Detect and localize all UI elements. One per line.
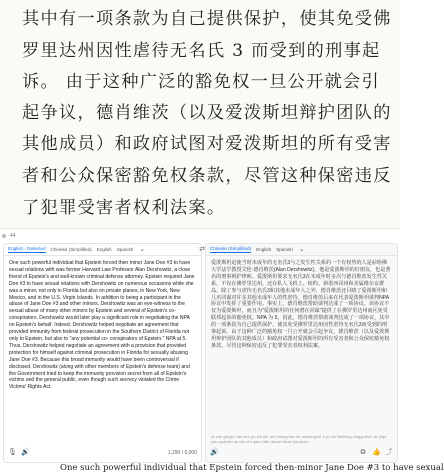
source-text-input[interactable]: One such powerful individual that Epstein forced then minor Jane Doe #3 to have sexual relations with was former Harvard Law Professor Alan Dershowitz, a close friend of Epstein's and well-known criminal defense attorney. Epstein required Jane Doe #3 to have sexual relations with Dershowitz on numerous occasions while she was a minor, not only in Florida but also on private planes, in New York, New Mexico, and in the U.S. Virgin Islands. In addition to being a participant in the abuse of Jane Doe #3 and other minors, Dershowitz was an eye-witness to the sexual abuse of many other minors by Epstein and several of Epstein's co-conspirators. Dershowitz would later play a significant role in negotiating the NPA on Epstein's behalf. Indeed, Dershowitz helped negotiate an agreement that provided immunity from federal prosecution in the Southern District of Florida not only to Epstein, but also to "any potential co- conspirators of Epstein." NPA at 5. Thus, Dershowitz helped negotiate an agreement with a provision that provided protection for himself against criminal prosecution in Florida for sexually abusing Jane Doe #3. Because this broad immunity would have been controversial if disclosed, Dershowitz (along with other members of Epstein's defense team) and the Government tried to keep the immunity provision secret from all of Epstein's victims and the general public, even though such secrecy violated the Crime Victims' Rights Act.	[9, 260, 195, 391]
translated-text: 爱泼斯坦迫使当时未成年的无名氏3与之发生性关系的一个有权势的人是前哈佛大学法学教授艾伦·德肖维茨(Alan Dershowitz)，他是爱泼斯坦的好朋友，也是著名的刑事辩护律师。爱泼斯坦要求无名氏3在未成年时多次与德肖维茨发生性关系，不仅在佛罗里达州，还在私人飞机上、纽约、新墨西哥州和美属维尔京群岛。除了参与虐待无名氏3和其他未成年人之外，德肖维茨还目睹了爱泼斯坦和几名同谋对许多其他未成年人的性虐待。德肖维茨后来在代表爱泼斯坦谈判NPA 协议中发挥了重要作用。事实上，德肖维茨帮助谈判达成了一项协议，该协议不仅为爱泼斯坦，而且为"爱泼斯坦的任何潜在同谋"提供了在佛罗里达州南区免受联邦起诉的豁免权。NPA 为 5。因此，德肖维茨帮助谈判达成了一项协议，其中的一项条款为自己提供保护，使其免受佛罗里达州因性虐待无名氏3而受到的刑事起诉。由于这种广泛的豁免权一旦公开就会引起争议，德肖维茨（以及爱泼斯坦辩护团队的其他成员）和政府试图对爱泼斯坦的所有受害者和公众保密豁免权条款，尽管这种保密违反了犯罪受害者权利法案。	[211, 260, 391, 349]
book-line: 了犯罪受害者权利法案。	[22, 198, 226, 218]
book-line: 者和公众保密豁免权条款，尽管这种保密违反	[22, 166, 392, 186]
thumbs-icon[interactable]: 👍	[372, 449, 381, 456]
tab-target-english[interactable]: English	[256, 247, 272, 252]
book-page-chinese	[0, 0, 400, 228]
tab-target-chinese-simplified[interactable]: Chinese (Simplified)	[210, 246, 252, 251]
translator-screenshot	[0, 228, 400, 464]
romanization-text: Ai zhè gāopò hǎo bèn pò shì shí wèi chéngnián de wúmíngshì 3 yǔ zhī fāshēng xìngguānxì de yīgè yǒu quánshì de rén shì qián hāfó dàxué fǎxué jiàoshòu...	[211, 434, 387, 444]
tab-target-spanish[interactable]: Spanish	[276, 247, 293, 252]
book-line: 其他成员）和政府试图对爱泼斯坦的所有受害	[22, 134, 392, 154]
swap-languages-icon[interactable]: ⇄	[199, 246, 205, 253]
window-dot-icon	[2, 234, 6, 238]
tab-english[interactable]: English	[96, 247, 112, 252]
book-line: 诉。 由于这种广泛的豁免权一旦公开就会引	[22, 72, 381, 92]
character-count: 1,290 / 5,000	[167, 450, 197, 456]
source-language-tabs	[4, 244, 205, 256]
copy-icon[interactable]: ⧉	[360, 449, 366, 456]
target-language-tabs	[206, 244, 397, 256]
book-line: 其中有一项条款为自己提供保护，使其免受佛	[22, 9, 392, 29]
tab-spanish[interactable]: Spanish	[116, 247, 134, 252]
target-panel	[205, 243, 398, 463]
share-icon[interactable]: ⤴	[385, 449, 393, 456]
source-toolbar	[8, 447, 197, 459]
book-line: 罗里达州因性虐待无名氏 3 而受到的刑事起	[22, 41, 381, 61]
speaker-icon[interactable]: 🔊	[21, 449, 30, 456]
window-chrome	[2, 231, 398, 241]
tab-english-detected[interactable]: English - Detected	[8, 246, 46, 251]
target-toolbar	[210, 447, 393, 459]
speaker-icon[interactable]: 🔊	[210, 449, 219, 456]
source-panel	[3, 243, 205, 463]
chevron-down-icon[interactable]: ⌄	[298, 245, 305, 253]
tab-chinese-simplified[interactable]: Chinese (Simplified)	[50, 247, 92, 252]
page-caption: One such powerful individual that Epstein forced then-minor Jane Doe #3 to have sexual	[60, 463, 444, 473]
chevron-down-icon[interactable]: ⌄	[139, 245, 146, 253]
book-line: 起争议，德肖维茨（以及爱泼斯坦辩护团队的	[22, 103, 392, 123]
window-number: 44	[10, 233, 16, 239]
microphone-icon[interactable]: 🎙	[8, 449, 17, 456]
